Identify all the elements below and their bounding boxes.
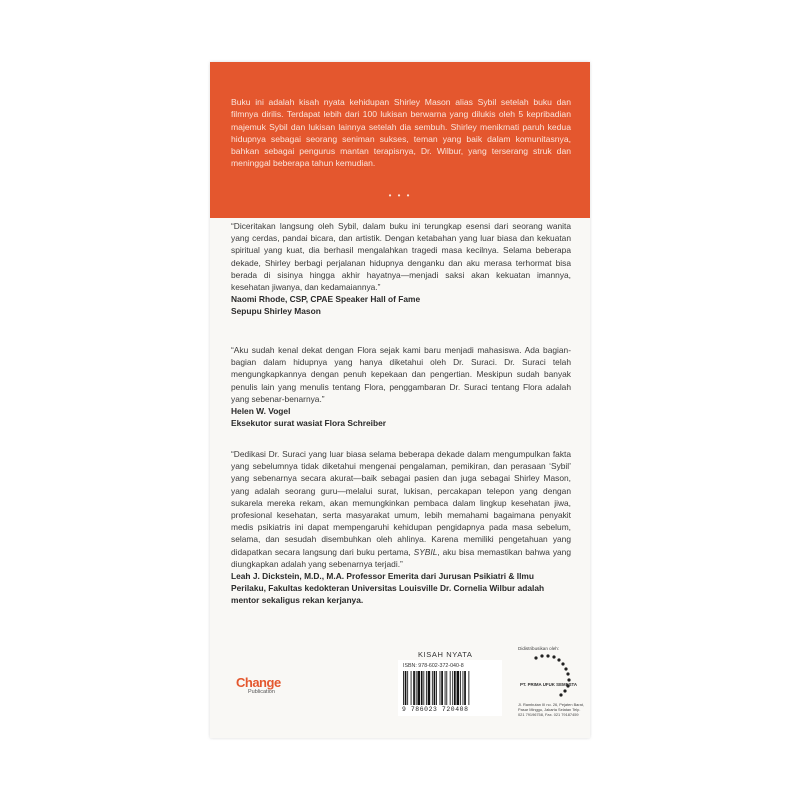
- isbn-text: ISBN: 978-602-372-040-8: [403, 663, 464, 669]
- testimonial-3-text-before: “Dedikasi Dr. Suraci yang luar biasa selama beberapa dekade dalam mengumpulkan fakta yang sebelumnya tidak diketahui mengenai pengalaman, pemikiran, dan perasaan ‘Sybil’ yang sebenarnya secara akurat—baik sebagai pasien dan juga sebagai Shirley Mason, yang adalah seorang guru—melalui surat, lukisan, percakapan telepon yang dengan sukarela mereka rekam, akan memungkinkan pembaca dalam lingkup kesehatan jiwa, profesional kesehatan, serta masyarakat umum, lebih memahami bagaimana penyakit medis psikiatris ini dapat mempengaruhi kehidupan pengidapnya pada masa sebelum, selama, dan sesudah disembuhkan oleh ahlinya. Karena memiliki pengetahuan yang didapatkan secara langsung dari buku pertama,: [231, 449, 571, 557]
- blurb-band: [210, 62, 590, 218]
- testimonial-2: [231, 344, 571, 429]
- testimonial-3-book-title: SYBIL: [413, 546, 438, 557]
- blurb-text: Buku ini adalah kisah nyata kehidupan Shirley Mason alias Sybil setelah buku dan filmnya dirilis. Terdapat lebih dari 100 lukisan berwarna yang dilukis oleh 5 kepribadian majemuk Sybil dan lukisan lainnya setelah dia sembuh. Shirley menikmati paruh kedua hidupnya sebagai seorang seniman sukses, teman yang baik dalam komunitasnya, bahkan sebagai pengurus mantan terapisnya, Dr. Wilbur, yang terserang struk dan meninggal beberapa tahun kemudian.: [231, 97, 571, 169]
- distributor-logo-icon: [518, 652, 588, 702]
- testimonial-3-text-after: , aku bisa memastikan bahwa yang diungkapkan adalah yang sebenarnya terjadi.”: [231, 546, 571, 569]
- testimonial-2-author: Helen W. Vogel: [231, 406, 291, 417]
- distributor-name: PT. PRIMA UFUK SEMESTA: [520, 682, 578, 687]
- publisher-logo-text: Change: [236, 675, 281, 690]
- barcode-panel: [398, 660, 502, 716]
- separator-dots: • • •: [388, 191, 412, 200]
- testimonial-1-text: “Diceritakan langsung oleh Sybil, dalam buku ini terungkap esensi dari seorang wanita yang cerdas, pandai bicara, dan artistik. Dengan ketabahan yang luar biasa dan kekuatan spiritual yang kuat, dia berhasil mengalahkan tragedi masa kecilnya. Selama beberapa dekade, Shirley berbagi perjalanan hidupnya denganku dan aku merasa terhormat bisa berada di sisinya hingga akhir hayatnya—menjadi saksi akan kekuatan imannya, kesehatan jiwanya, dan kedamaiannya.”: [231, 221, 571, 293]
- publisher-logo: [236, 676, 296, 696]
- testimonial-3: [231, 448, 571, 607]
- testimonial-2-role: Eksekutor surat wasiat Flora Schreiber: [231, 418, 386, 429]
- testimonial-2-text: “Aku sudah kenal dekat dengan Flora sejak kami baru menjadi mahasiswa. Ada bagian-bagian dalam hidupnya yang hanya diketahui oleh Dr. Suraci. Dr. Suraci telah mengungkapkannya dengan penuh kepekaan dan pengertian. Meskipun sudah banyak penulis lain yang menulis tentang Flora, penggambaran Dr. Suraci tentang Flora adalah yang sebenar-benarnya.”: [231, 345, 571, 404]
- genre-label: KISAH NYATA: [418, 650, 473, 659]
- testimonial-1: [231, 220, 571, 318]
- testimonial-1-role: Sepupu Shirley Mason: [231, 306, 321, 317]
- publisher-logo-sub: Publication: [248, 689, 275, 695]
- testimonial-1-author: Naomi Rhode, CSP, CPAE Speaker Hall of Fame: [231, 294, 421, 305]
- testimonial-3-author: Leah J. Dickstein, M.D., M.A. Professor Emerita dari Jurusan Psikiatri & Ilmu Perilaku, Fakultas kedokteran Universitas Louisville Dr. Cornelia Wilbur adalah mentor sekaligus rekan kerjanya.: [231, 571, 545, 606]
- distributor-address: Jl. Rambutan III no. 26, Pejaten Barat, Pasar Minggu, Jakarta Selatan Telp. 021 79196758, Fax. 021 79187459: [518, 702, 584, 717]
- distributor-block: [518, 646, 590, 687]
- barcode-icon: [403, 671, 497, 705]
- book-back-cover: [210, 62, 590, 738]
- barcode-digits: 9 786023 720408: [402, 706, 469, 713]
- distributor-label: Didistribusikan oleh:: [518, 646, 560, 651]
